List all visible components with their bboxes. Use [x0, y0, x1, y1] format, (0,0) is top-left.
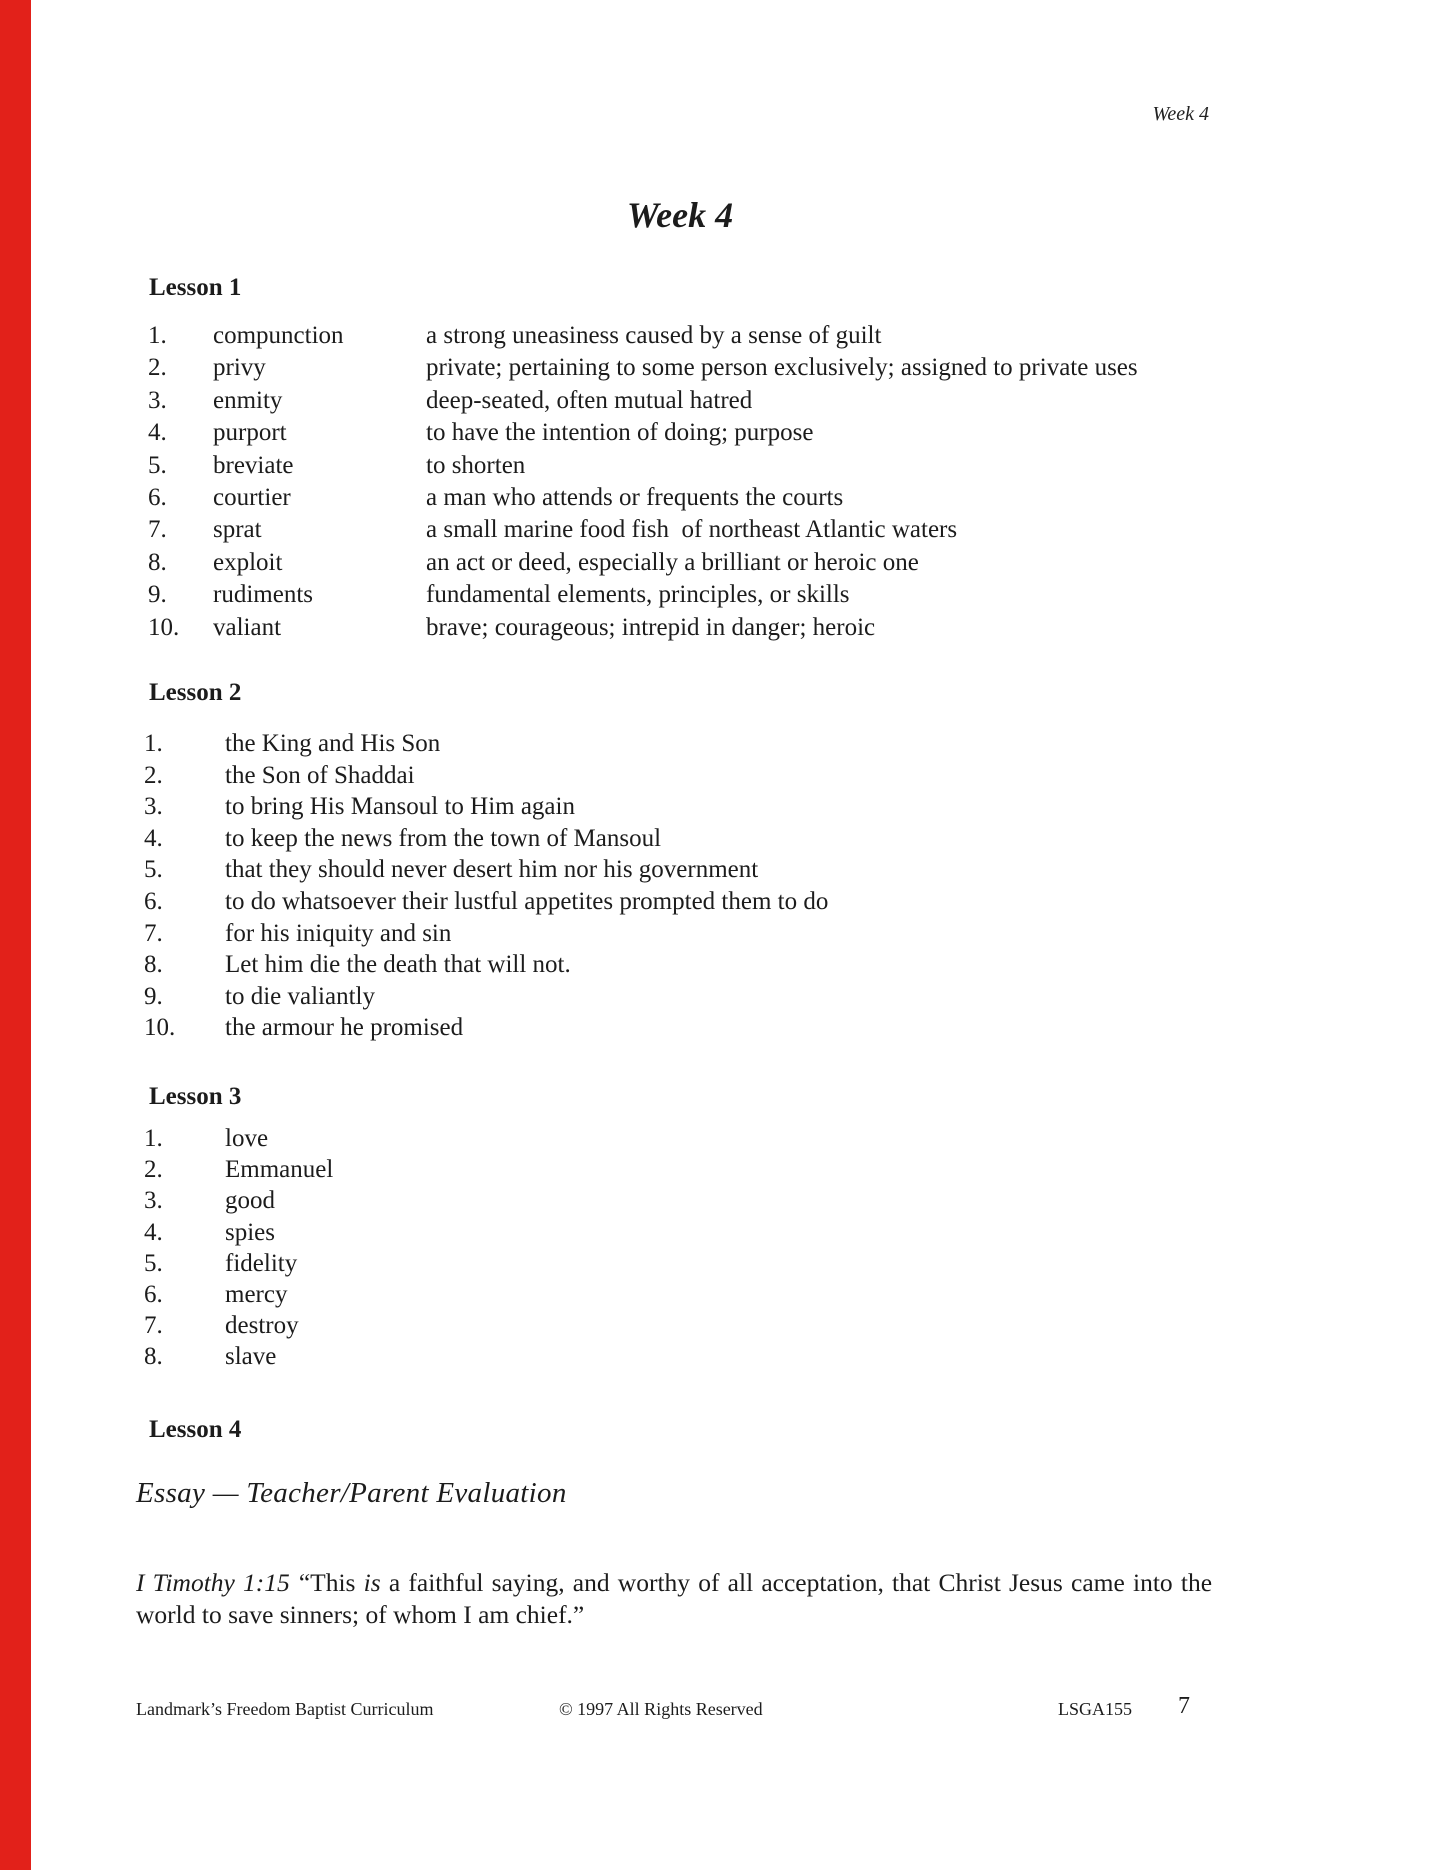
scripture-emphasis: is	[363, 1567, 381, 1597]
answer-text: the King and His Son	[225, 730, 441, 757]
item-number: 7.	[148, 516, 167, 544]
vocab-definition: a small marine food fish of northeast Atlantic waters	[426, 516, 958, 544]
item-number: 8.	[144, 1343, 163, 1371]
footer-copyright: © 1997 All Rights Reserved	[559, 1699, 763, 1719]
vocab-word: sprat	[213, 516, 262, 544]
scripture-quote-body: a faithful saying, and worthy of all acceptation, that Christ Jesus came into the world to save sinners; of whom I am chief.”	[136, 1567, 1213, 1629]
vocab-definition: deep-seated, often mutual hatred	[426, 386, 753, 414]
answer-text: that they should never desert him nor his government	[225, 856, 759, 884]
answer-row	[144, 1310, 1144, 1341]
red-edge-stripe	[0, 0, 31, 1870]
item-number: 3.	[148, 386, 167, 414]
answer-row	[144, 760, 1144, 792]
answer-row	[144, 1154, 1144, 1185]
footer-catalog-code: LSGA155	[1058, 1699, 1133, 1719]
item-number: 6.	[144, 1281, 163, 1309]
answer-text: to bring His Mansoul to Him again	[225, 793, 575, 821]
vocab-row	[148, 450, 1238, 482]
vocab-definition: a man who attends or frequents the courts	[426, 484, 844, 512]
scripture-quote-start: “This	[298, 1567, 356, 1597]
item-number: 5.	[144, 1249, 163, 1277]
answer-text: to do whatsoever their lustful appetites prompted them to do	[225, 887, 829, 915]
vocab-word: breviate	[213, 451, 294, 479]
answer-row	[144, 918, 1144, 950]
answer-text: Let him die the death that will not.	[225, 951, 571, 979]
answer-row	[144, 1217, 1144, 1248]
answer-row	[144, 1279, 1144, 1310]
answer-row	[144, 981, 1144, 1013]
vocab-word: privy	[213, 354, 266, 382]
answer-row	[144, 728, 1144, 760]
item-number: 7.	[144, 919, 163, 947]
answer-row	[144, 886, 1144, 918]
vocab-row	[148, 514, 1238, 546]
lesson-4-heading: Lesson 4	[149, 1416, 242, 1443]
vocab-word: enmity	[213, 386, 283, 414]
vocab-word: exploit	[213, 548, 283, 576]
item-number: 2.	[144, 1156, 163, 1184]
answer-row	[144, 823, 1144, 855]
lesson-1-heading: Lesson 1	[149, 274, 242, 301]
lesson-2-answer-list	[144, 728, 1144, 1044]
footer-page-number: 7	[1178, 1693, 1190, 1719]
scripture-reference: I Timothy 1:15	[136, 1567, 290, 1597]
answer-text: destroy	[225, 1312, 299, 1340]
answer-text: the Son of Shaddai	[225, 761, 415, 789]
vocab-word: rudiments	[213, 581, 313, 609]
vocab-row	[148, 547, 1238, 579]
item-number: 9.	[148, 581, 167, 609]
vocab-row	[148, 320, 1238, 352]
item-number: 10.	[148, 613, 180, 641]
vocab-word: courtier	[213, 484, 291, 512]
item-number: 2.	[144, 761, 163, 789]
scripture-paragraph	[136, 1567, 1212, 1632]
item-number: 1.	[144, 1125, 163, 1152]
answer-text: to keep the news from the town of Mansoul	[225, 824, 662, 852]
vocab-row	[148, 352, 1238, 384]
item-number: 8.	[144, 951, 163, 979]
vocab-row	[148, 579, 1238, 611]
vocab-definition: a strong uneasiness caused by a sense of guilt	[426, 322, 882, 349]
essay-evaluation-heading: Essay — Teacher/Parent Evaluation	[136, 1477, 567, 1509]
lesson-2-heading: Lesson 2	[149, 679, 242, 706]
page-title: Week 4	[626, 195, 734, 235]
item-number: 2.	[148, 354, 167, 382]
vocab-word: purport	[213, 419, 287, 447]
item-number: 4.	[148, 419, 167, 447]
answer-text: love	[225, 1125, 269, 1152]
vocab-row	[148, 482, 1238, 514]
vocab-row	[148, 417, 1238, 449]
item-number: 6.	[144, 887, 163, 915]
vocab-definition: private; pertaining to some person exclusively; assigned to private uses	[426, 354, 1138, 382]
item-number: 5.	[148, 451, 167, 479]
answer-text: good	[225, 1187, 275, 1215]
item-number: 4.	[144, 824, 163, 852]
answer-text: fidelity	[225, 1249, 298, 1277]
answer-row	[144, 791, 1144, 823]
answer-text: for his iniquity and sin	[225, 919, 452, 947]
item-number: 3.	[144, 793, 163, 821]
answer-row	[144, 1012, 1144, 1044]
item-number: 7.	[144, 1312, 163, 1340]
item-number: 4.	[144, 1218, 163, 1246]
answer-row	[144, 1123, 1144, 1154]
vocab-definition: to shorten	[426, 451, 526, 479]
vocab-word: valiant	[213, 613, 282, 641]
answer-text: mercy	[225, 1281, 288, 1309]
vocab-definition: fundamental elements, principles, or skills	[426, 581, 850, 609]
lesson-1-vocab-list	[148, 320, 1238, 644]
vocab-word: compunction	[213, 322, 344, 349]
item-number: 6.	[148, 484, 167, 512]
vocab-row	[148, 612, 1238, 644]
lesson-3-answer-list	[144, 1123, 1144, 1373]
footer-publisher: Landmark’s Freedom Baptist Curriculum	[136, 1699, 434, 1719]
answer-row	[144, 949, 1144, 981]
vocab-definition: to have the intention of doing; purpose	[426, 419, 814, 447]
answer-row	[144, 1341, 1144, 1372]
item-number: 10.	[144, 1014, 176, 1042]
vocab-definition: brave; courageous; intrepid in danger; heroic	[426, 613, 876, 641]
answer-text: spies	[225, 1218, 275, 1246]
item-number: 8.	[148, 548, 167, 576]
answer-row	[144, 854, 1144, 886]
item-number: 9.	[144, 982, 163, 1010]
answer-text: slave	[225, 1343, 277, 1371]
answer-text: to die valiantly	[225, 982, 375, 1010]
vocab-row	[148, 385, 1238, 417]
answer-row	[144, 1248, 1144, 1279]
lesson-3-heading: Lesson 3	[149, 1083, 242, 1110]
item-number: 5.	[144, 856, 163, 884]
answer-text: the armour he promised	[225, 1014, 464, 1042]
item-number: 3.	[144, 1187, 163, 1215]
vocab-definition: an act or deed, especially a brilliant or heroic one	[426, 548, 919, 576]
item-number: 1.	[148, 322, 167, 349]
running-header: Week 4	[1152, 103, 1209, 125]
answer-text: Emmanuel	[225, 1156, 334, 1184]
answer-row	[144, 1185, 1144, 1216]
item-number: 1.	[144, 730, 163, 757]
